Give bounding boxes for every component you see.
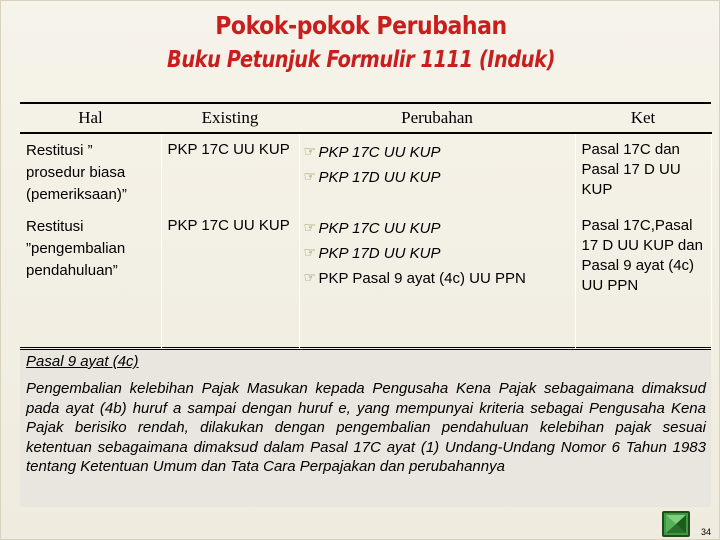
list-item: [303, 266, 569, 291]
list-item-text: PKP 17C UU KUP: [318, 220, 441, 237]
perubahan-list: [303, 140, 569, 190]
cell-existing: PKP 17C UU KUP: [161, 210, 299, 348]
list-item: [303, 165, 569, 190]
next-slide-icon: [664, 513, 688, 535]
note-title: Pasal 9 ayat (4c): [26, 353, 139, 370]
hand-pointing-icon: ☞: [303, 144, 317, 160]
cell-ket: Pasal 17C dan Pasal 17 D UU KUP: [575, 133, 711, 210]
page-number: 34: [701, 527, 712, 537]
hand-pointing-icon: ☞: [303, 220, 317, 236]
list-item-text: PKP 17D UU KUP: [318, 169, 441, 186]
cell-existing: PKP 17C UU KUP: [161, 133, 299, 210]
cell-ket: Pasal 17C,Pasal 17 D UU KUP dan Pasal 9 ayat (4c) UU PPN: [575, 210, 711, 348]
list-item: [303, 216, 569, 241]
table-row: [20, 133, 711, 210]
header-hal: Hal: [20, 103, 161, 133]
list-item: [303, 140, 569, 165]
cell-perubahan: [299, 133, 575, 210]
next-slide-button[interactable]: [662, 511, 690, 537]
perubahan-list: [303, 216, 569, 291]
cell-perubahan: [299, 210, 575, 348]
header-ket: Ket: [575, 103, 711, 133]
cell-hal: Restitusi ” prosedur biasa (pemeriksaan)”: [20, 133, 161, 210]
slide-subtitle: Buku Petunjuk Formulir 1111 (Induk): [167, 47, 555, 73]
changes-table: [20, 102, 712, 348]
list-item-text: PKP 17C UU KUP: [318, 144, 441, 161]
note-body: Pengembalian kelebihan Pajak Masukan kepada Pengusaha Kena Pajak sebagaimana dimaksud pada ayat (4b) huruf a sampai dengan huruf e, yang mempunyai kriteria sebagai Pengusaha Kena Pajak berisiko rendah, dilakukan dengan pengembalian pendahuluan kelebihan pajak sesuai ketentuan sebagaimana dimaksud dalam Pasal 17C ayat (1) Undang-Undang Nomor 6 Tahun 1983 tentang Ketentuan Umum dan Tata Cara Perpajakan dan perubahannya: [26, 380, 706, 475]
hand-pointing-icon: ☞: [303, 245, 317, 261]
hand-pointing-icon: ☞: [303, 169, 317, 185]
list-item-text: PKP 17D UU KUP: [318, 245, 441, 262]
table-row: [20, 210, 711, 348]
list-item: [303, 241, 569, 266]
slide-title: Pokok-pokok Perubahan: [215, 11, 507, 40]
cell-hal: Restitusi ”pengembalian pendahuluan”: [20, 210, 161, 348]
header-perubahan: Perubahan: [299, 103, 575, 133]
hand-pointing-icon: ☞: [303, 270, 317, 286]
list-item-text: PKP Pasal 9 ayat (4c) UU PPN: [318, 270, 526, 287]
header-existing: Existing: [161, 103, 299, 133]
table-header-row: [20, 103, 711, 133]
note-box: [20, 349, 711, 507]
